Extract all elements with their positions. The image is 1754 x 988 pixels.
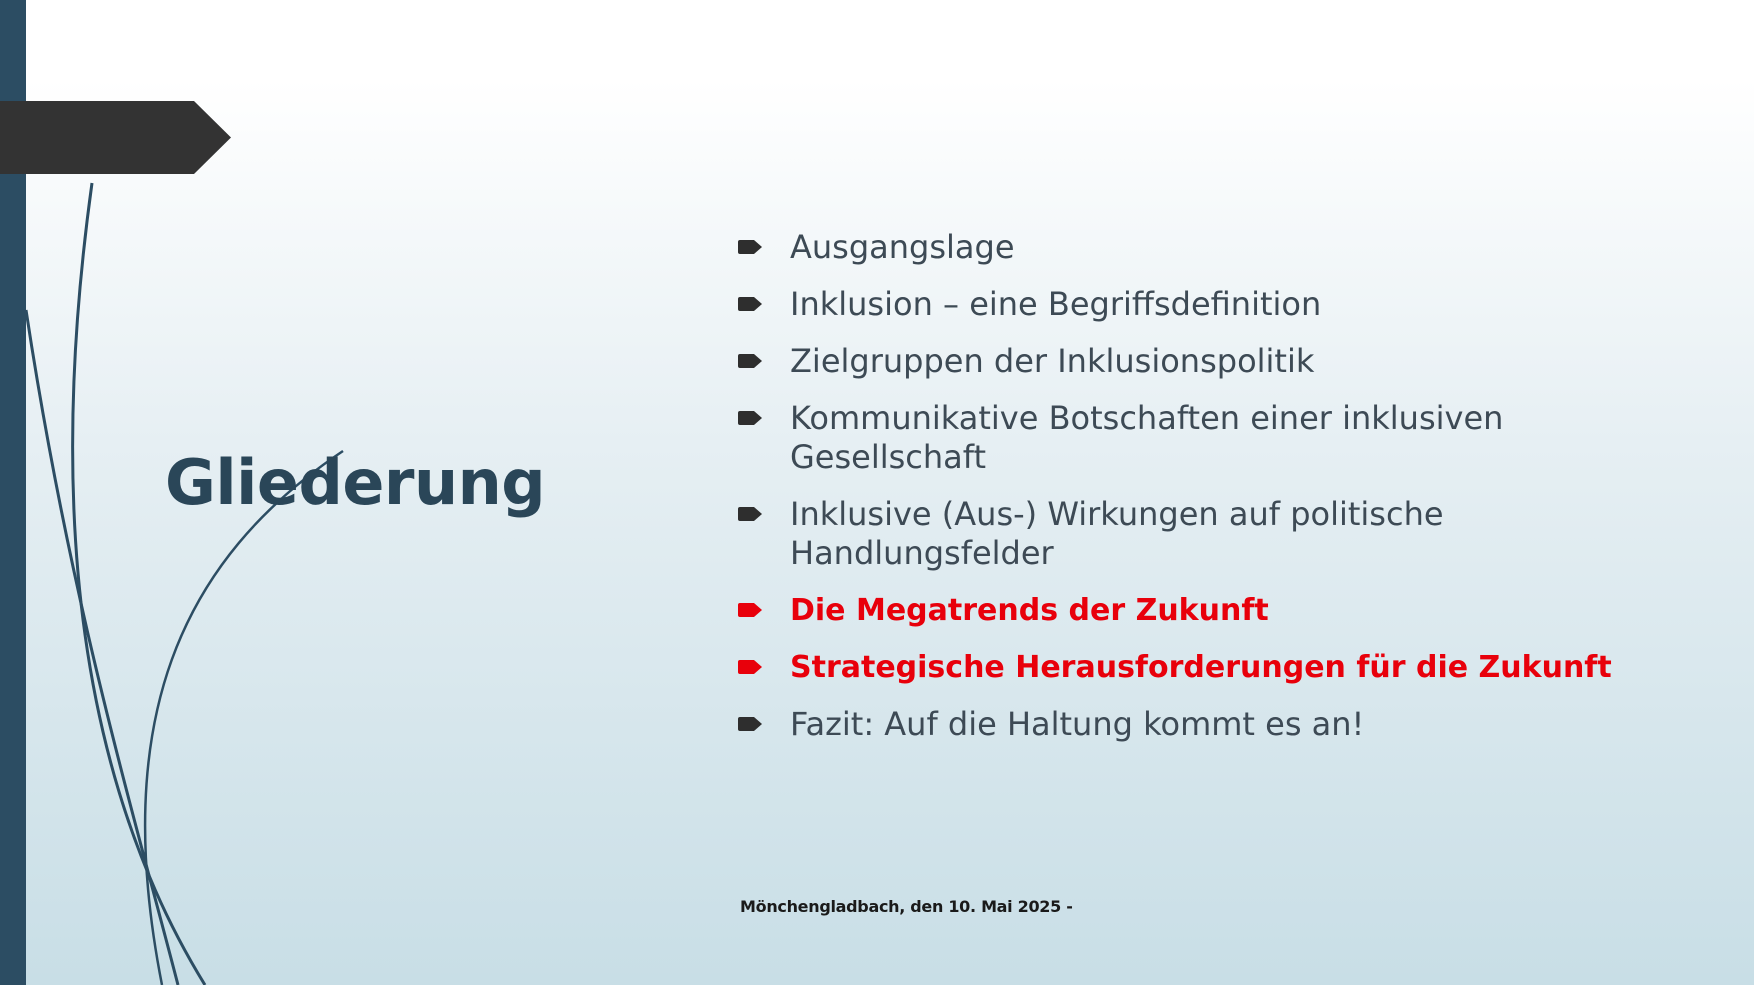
agenda-item-text: Ausgangslage: [790, 228, 1015, 266]
arrow-bullet-icon: [738, 411, 762, 425]
agenda-item: [738, 495, 1638, 573]
agenda-item: [738, 705, 1638, 744]
footer-date-location: Mönchengladbach, den 10. Mai 2025 -: [740, 897, 1073, 916]
agenda-item: [738, 228, 1638, 267]
deco-curve-3: [145, 451, 343, 985]
agenda-item: [738, 285, 1638, 324]
arrow-bullet-icon: [738, 297, 762, 311]
agenda-item: [738, 342, 1638, 381]
agenda-item-text: Strategische Herausforderungen für die Zukunft: [790, 650, 1612, 685]
agenda-item-text: Zielgruppen der Inklusionspolitik: [790, 342, 1315, 380]
agenda-item-highlighted: [738, 648, 1638, 687]
arrow-bullet-icon: [738, 717, 762, 731]
agenda-item-text: Inklusion – eine Begriffsdefinition: [790, 285, 1322, 323]
agenda-item-text: Kommunikative Botschaften einer inklusiven Gesellschaft: [790, 399, 1504, 476]
arrow-bullet-icon: [738, 507, 762, 521]
slide-title: Gliederung: [165, 446, 546, 519]
agenda-item-highlighted: [738, 591, 1638, 630]
arrow-bullet-icon: [738, 660, 762, 674]
agenda-item-text: Die Megatrends der Zukunft: [790, 593, 1269, 628]
agenda-list: [738, 228, 1638, 762]
agenda-item-text: Fazit: Auf die Haltung kommt es an!: [790, 705, 1365, 743]
deco-curve-2: [73, 183, 205, 985]
arrow-bullet-icon: [738, 603, 762, 617]
agenda-item: [738, 399, 1638, 477]
agenda-item-text: Inklusive (Aus-) Wirkungen auf politische Handlungsfelder: [790, 495, 1444, 572]
deco-curve-1: [26, 310, 178, 985]
arrow-bullet-icon: [738, 240, 762, 254]
arrow-bullet-icon: [738, 354, 762, 368]
